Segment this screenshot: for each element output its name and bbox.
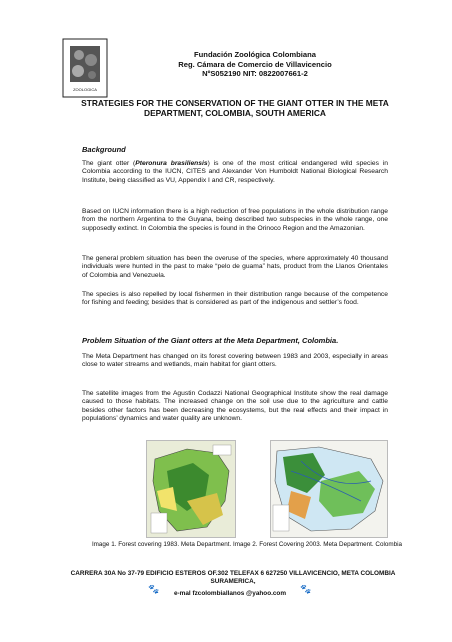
map-1983-image <box>147 441 235 537</box>
organization-header <box>110 50 400 79</box>
footer-email[interactable]: e-mal fzcolombiallanos @yahoo.com <box>173 590 287 597</box>
paragraph-6: The satellite images from the Agustin Codazzi National Geographical Institute show the real damage caused to those habitats. The increased change on the soil use due to the agriculture and cattle besides other factors has been decreasing the ecosystems, but the real effects and their impact in populations’ dynamics and water quality are unknown. <box>82 390 388 423</box>
paragraph-4: The species is also repelled by local fishermen in their distribution range because of the competence for fishing and feeding; besides that is considered as part of the indigenous and settler’s food. <box>82 291 388 307</box>
problem-heading: Problem Situation of the Giant otters at the Meta Department, Colombia. <box>82 336 339 345</box>
document-title: STRATEGIES FOR THE CONSERVATION OF THE GIANT OTTER IN THE META DEPARTMENT, COLOMBIA, SOUTH AMERICA <box>81 98 389 118</box>
species-name: Pteronura brasiliensis <box>135 160 208 167</box>
figure-caption: Image 1. Forest covering 1983. Meta Department. Image 2. Forest Covering 2003. Meta Department. Colombia <box>91 541 403 548</box>
nit-line: NºS052190 NIT: 0822007661-2 <box>202 69 308 79</box>
paw-print-icon: 🐾 <box>300 584 312 594</box>
paragraph-3: The general problem situation has been the overuse of the species, where approximately 40 thousand individuals were hunted in the past to make “pelo de guama” hats, product from the Llanos Orientales of Colombia and Venezuela. <box>82 255 388 279</box>
svg-text:ZOOLOGICA: ZOOLOGICA <box>73 87 97 92</box>
otter-seal-icon <box>62 38 108 98</box>
footer-address: CARRERA 30A No 37-79 EDIFICIO ESTEROS OF.302 TELEFAX 6 627250 VILLAVICENCIO, META COLOMBIA SURAMERICA, <box>70 570 396 586</box>
paragraph-2: Based on IUCN information there is a high reduction of free populations in the whole distribution range from the northern Argentina to the Guyana, being described two subspecies in the whole range, one supposedly extinct. In Colombia the species is found in the Orinoco Region and the Amazonian. <box>82 208 388 232</box>
background-heading: Background <box>82 145 126 154</box>
paw-print-icon: 🐾 <box>148 584 160 594</box>
map-2003-image <box>271 441 387 537</box>
foundation-logo <box>62 38 108 98</box>
forest-map-2003 <box>270 440 388 538</box>
paragraph-1-post: ) is one of the most critical endangered wild species in Colombia according to the IUCN, CITES and Alexander Von Humboldt National Biological Research Institute, being classified as VU, Appendix I and CR, respectively. <box>82 160 388 184</box>
paragraph-1-pre: The giant otter ( <box>82 160 136 167</box>
organization-name: Fundación Zoológica Colombiana <box>194 50 316 59</box>
registry-line: Reg. Cámara de Comercio de Villavicencio <box>178 59 332 69</box>
paragraph-5: The Meta Department has changed on its forest covering between 1983 and 2003, especially in areas close to water streams and wetlands, main habitat for giant otters. <box>82 353 388 369</box>
forest-map-1983 <box>146 440 236 538</box>
paragraph-1 <box>82 160 388 185</box>
